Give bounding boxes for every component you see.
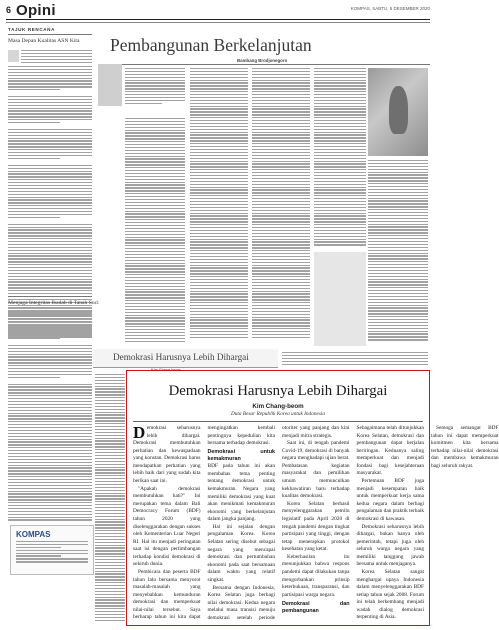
article-thumbnail-text [282, 352, 428, 368]
title-rule [133, 421, 423, 422]
article-paragraph: Hal ini sejalan dengan pengalaman Korea. Korea Selatan sering disebut sebagai negara yang mencapai demokrasi dan pertumbuhan ekonomi pada saat bersamaan dalam waktu yang relatif singkat. [207, 523, 275, 583]
section-title: Opini [16, 2, 56, 19]
article-thumbnail-title: Demokrasi Harusnya Lebih Dihargai [113, 352, 249, 362]
author-portrait [98, 64, 122, 106]
masthead [6, 3, 430, 17]
article-paragraph: Demokrasi seharusnya lebih dihargai, bukan hanya oleh pemerintah, tetapi juga oleh seluruh warga negara yang memiliki tanggung jawab bersama untuk menjaganya. [356, 523, 424, 568]
article-affiliation: Duta Besar Republik Korea untuk Indonesia [230, 411, 326, 417]
dropcap-block [8, 50, 19, 62]
main-article-byline: Bambang Brodjonegoro [237, 58, 288, 63]
article-paragraph: Bersama dengan Indonesia, Korea Selatan juga berbagi nilai demokrasi. Kedua negara melalui masa transisi menuju demokrasi setelah periode otoriter yang panjang dan kini menjadi mitra strategis. [207, 425, 350, 621]
article-paragraph: Sebagaimana telah ditunjukkan Korea Selatan, demokrasi dan pembangunan dapat berjalan beriringan. Keduanya saling memperkuat dan menjadi fondasi bagi kesejahteraan masyarakat. [356, 425, 424, 477]
article-paragraph: "Apakah demokrasi membutuhkan hati?" Ini merupakan tema dalam Bali Democracy Forum (BDF) tahun 2020 yang diselenggarakan dengan sukses oleh Kementerian Luar Negeri RI. Hal itu menjadi peringatan saat isi dengan pertimbangan terhadap kondisi demokrasi di seluruh dunia. [133, 485, 201, 568]
article-thumbnail-header [93, 349, 278, 368]
masthead-rule [6, 19, 430, 20]
main-article-text [368, 160, 428, 346]
article-paragraph: Keberhasilan itu menunjukkan bahwa respons pandemi dapat dilakukan tanpa mengorbankan prinsip keterbukaan, transparansi, dan partisipasi warga negara. [282, 553, 350, 598]
editorial-text [8, 66, 92, 293]
divider [8, 296, 92, 297]
article-paragraph: Pertemuan BDF juga menjadi kesempatan baik untuk memperkuat kerja sama kedua negara dalam berbagi pengalaman dan praktik terbaik demokrasi di kawasan. [356, 478, 425, 522]
lead-text: emokrasi seharusnya lebih dihargai. Demokrasi membutuhkan perhatian dan kewaspadaan yang konstan. Demokrasi harus mendapatkan perhatian yang lebih baik dari yang sudah kita berikan saat ini. [133, 425, 201, 485]
masthead-box-text [16, 541, 88, 571]
article-author: Kim Chang-beom [252, 403, 304, 410]
article-subheading: Demokrasi dan pembangunan [282, 600, 350, 614]
main-article-text [252, 68, 310, 346]
article-paragraph: BDF pada tahun ini akan membahas tema penting tentang demokrasi untuk kemakmuran. Negara yang memiliki demokrasi yang kuat akan menikmati kemakmuran ekonomi yang berkelanjutan dalam jangka panjang. [207, 463, 275, 523]
editorial-title: Menjaga Integritas Ibadah di Tanah Suci [8, 300, 99, 306]
pull-quote [125, 68, 185, 116]
article-paragraph: Pembicara dan peserta BDF tahun lalu bersama menyorot masalah-masalah yang menyebabkan kemunduran demokrasi dan memperkuat nilai-nilai tersebut. Saya berharap tahun ini kita dapat mengingatkan kembali pentingnya kepedulian kita bersama terhadap demokrasi. [133, 425, 275, 621]
divider [98, 64, 430, 65]
article-body [133, 423, 499, 623]
masthead-rule-thin [6, 22, 430, 23]
main-article-text [314, 68, 366, 248]
infobox [314, 252, 366, 346]
main-article-text [190, 68, 248, 346]
article-paragraph: Saat ini, di tengah pandemi Covid-19, demokrasi di banyak negara menghadapi ujian berat. Pembatasan kegiatan masyarakat dan pemilihan umum memunculkan kekhawatiran baru terhadap kualitas demokrasi. [282, 440, 350, 500]
article-title: Demokrasi Harusnya Lebih Dihargai [168, 383, 388, 399]
article-paragraph: Korea Selatan sangat menghargai upaya Indonesia dalam menyelenggarakan BDF setiap tahun sejak 2008. Forum ini telah berkembang menjadi wadah dialog demokrasi terpenting di Asia. [356, 568, 424, 621]
article-paragraph: Korea Selatan berhasil menyelenggarakan pemilu legislatif pada April 2020 di tengah pandemi dengan tingkat partisipasi yang tinggi, dengan tetap menerapkan protokol kesehatan yang ketat. [282, 500, 350, 553]
article-photo [368, 68, 428, 156]
article-thumbnail-text [95, 374, 125, 624]
main-article-text [125, 118, 185, 346]
divider [8, 34, 92, 35]
editorial-text [8, 312, 92, 520]
dateline: KOMPAS, SABTU, 5 DESEMBER 2020 [350, 6, 430, 11]
kompas-logo: KOMPAS [16, 530, 51, 539]
article-paragraph [133, 425, 201, 486]
article-subheading: Demokrasi untuk kemakmuran [207, 449, 275, 463]
editorial-title: Masa Depan Kualitas ASN Kita [8, 38, 80, 44]
editorial-column-head: TAJUK RENCANA [8, 27, 56, 32]
main-article-title: Pembangunan Berkelanjutan [110, 35, 312, 55]
page-number: 6 [6, 5, 12, 15]
zoomed-article [126, 370, 499, 626]
editorial-text [21, 50, 92, 66]
dropcap-letter: D [133, 423, 146, 442]
masthead-box [10, 525, 94, 575]
article-paragraph: Semoga semangat BDF tahun ini dapat memperkuat komitmen kita bersama terhadap nilai-nilai demokrasi dan membawa kemakmuran bagi seluruh rakyat. [431, 425, 499, 469]
